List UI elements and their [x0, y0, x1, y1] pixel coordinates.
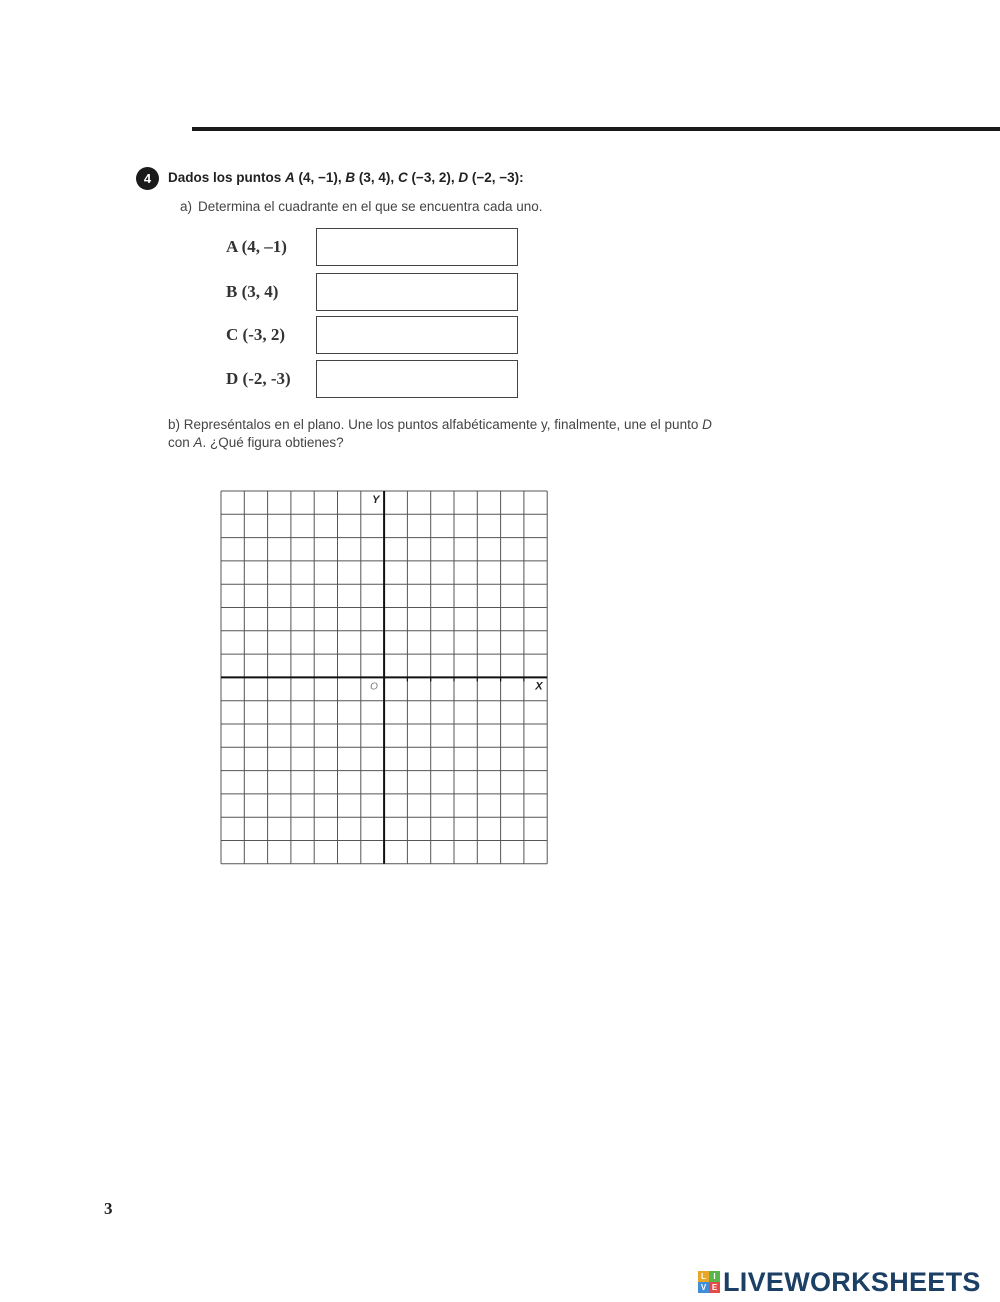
brand-logo-icon: [698, 1271, 720, 1293]
brand-name: LIVEWORKSHEETS: [723, 1266, 981, 1297]
part-b-line2-prefix: con: [168, 435, 194, 450]
answer-label-c: C (-3, 2): [226, 325, 286, 344]
part-a-text: Determina el cuadrante en el que se encuentra cada uno.: [198, 199, 543, 214]
answer-row-b: [226, 279, 526, 319]
question-heading-prefix: Dados los puntos: [168, 170, 286, 185]
point-b-name: B: [345, 170, 356, 185]
answer-input-a[interactable]: [316, 228, 518, 266]
y-axis-label: Y: [372, 494, 380, 506]
part-b-line1-prefix: b) Represéntalos en el plano. Une los puntos alfabéticamente y, finalmente, une el punto: [168, 417, 703, 432]
brand-logo-letter-l: L: [698, 1271, 709, 1282]
brand-logo-letter-e: E: [709, 1282, 720, 1293]
point-a-name: A: [285, 170, 295, 185]
part-b-instruction: [168, 416, 768, 452]
part-a-marker: a): [180, 199, 193, 214]
point-d-name: D: [458, 170, 469, 185]
brand-footer: [698, 1266, 981, 1298]
question-heading: [168, 170, 524, 185]
answer-row-a: [226, 234, 526, 274]
axes: [221, 491, 547, 864]
brand-logo-letter-v: V: [698, 1282, 709, 1293]
page-number: 3: [104, 1199, 113, 1218]
answer-label-b: B (3, 4): [226, 282, 279, 301]
answer-row-c: [226, 322, 526, 362]
answer-input-d[interactable]: [316, 360, 518, 398]
point-c-name: C: [397, 170, 408, 185]
x-axis-label: X: [535, 680, 543, 693]
part-b-line2-point: A: [193, 435, 203, 450]
point-c-coords: (−3, 2),: [407, 170, 459, 185]
answer-label-d: D (-2, -3): [226, 369, 291, 388]
part-b-line1-point: D: [702, 417, 712, 432]
top-rule: [192, 127, 1000, 131]
coordinate-plane-svg[interactable]: [218, 488, 553, 868]
point-d-coords: (−2, −3):: [468, 170, 524, 185]
part-b-line2-suffix: . ¿Qué figura obtienes?: [202, 435, 344, 450]
part-a-instruction: [180, 199, 543, 214]
origin-label: O: [370, 681, 378, 693]
answer-row-d: [226, 366, 526, 406]
answer-label-a: A (4, –1): [226, 237, 287, 256]
point-a-coords: (4, −1),: [294, 170, 346, 185]
point-b-coords: (3, 4),: [355, 170, 398, 185]
brand-logo-letter-i: I: [709, 1271, 720, 1282]
answer-input-c[interactable]: [316, 316, 518, 354]
answer-input-b[interactable]: [316, 273, 518, 311]
coordinate-plane[interactable]: [218, 488, 553, 868]
question-number-badge: 4: [136, 167, 159, 190]
